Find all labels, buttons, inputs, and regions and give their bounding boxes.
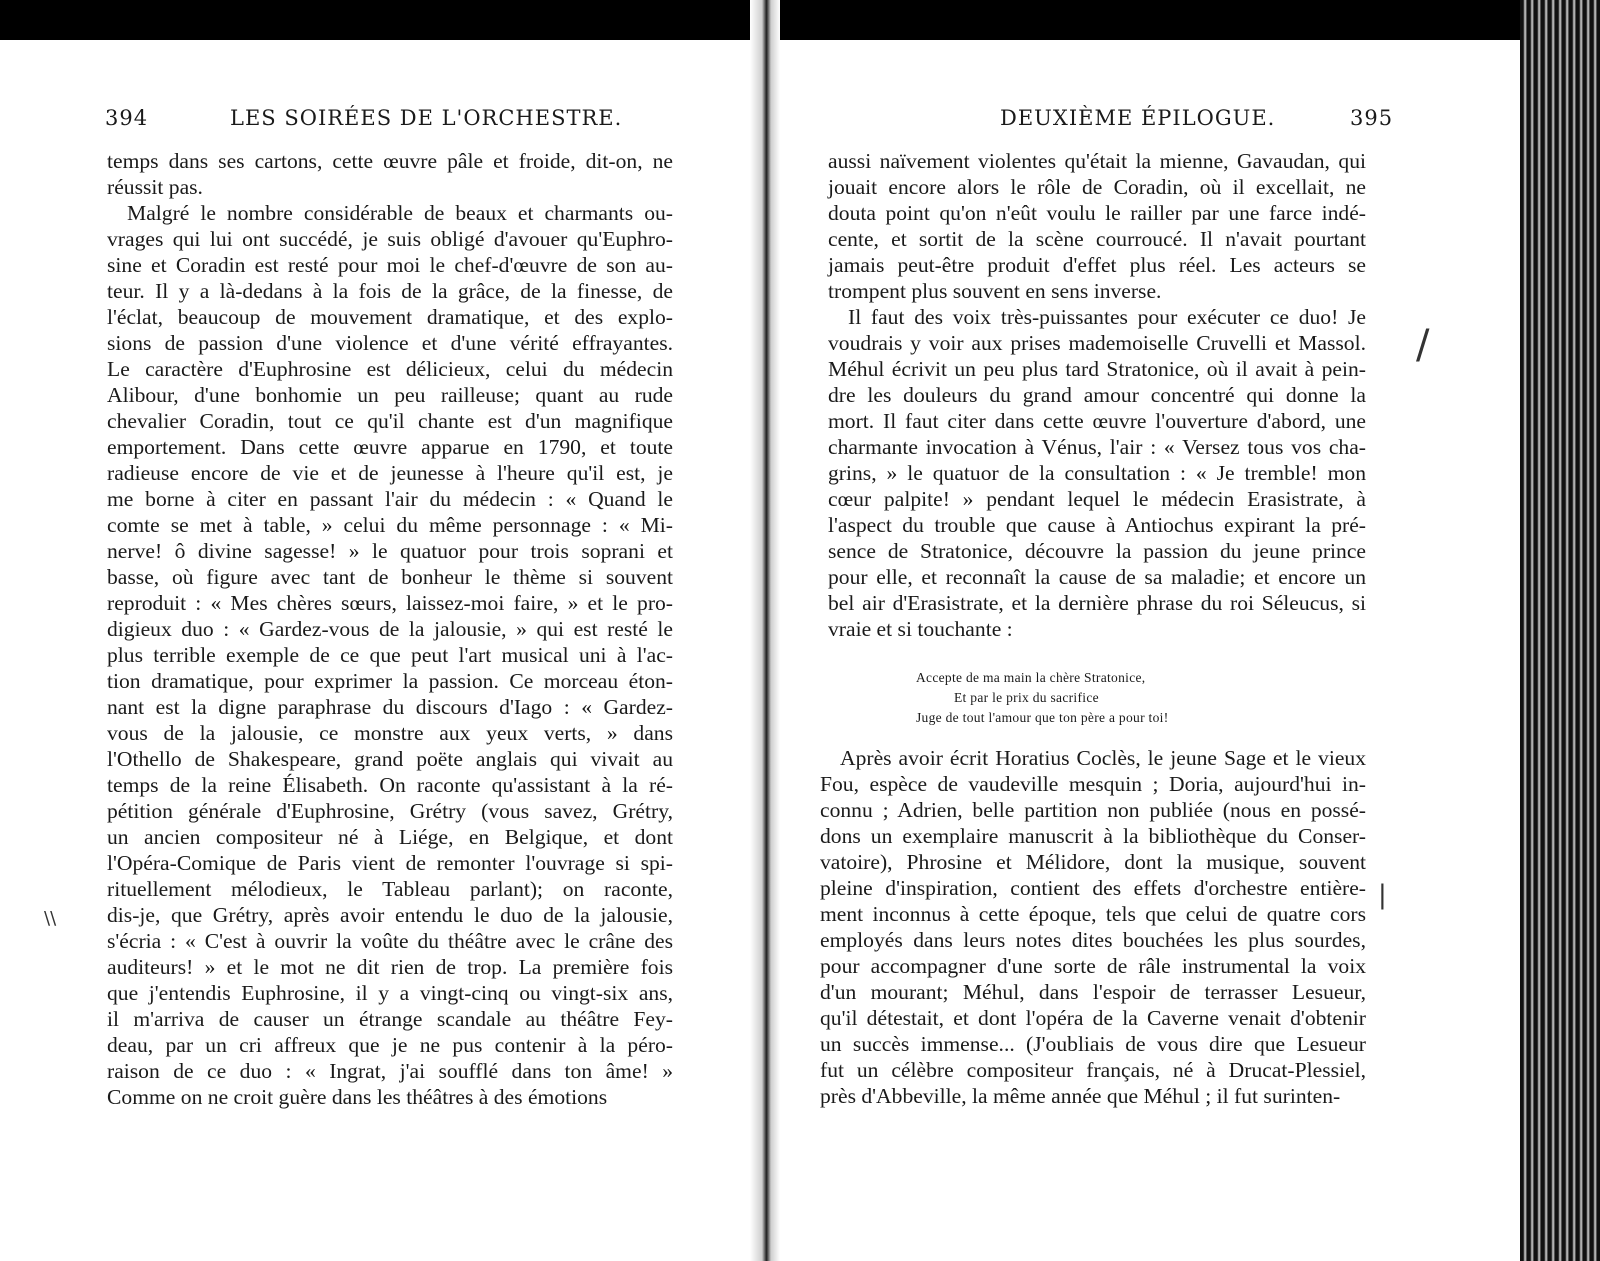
text-line: Après avoir écrit Horatius Coclès, le jeune Sage et le vieux — [840, 746, 1366, 770]
scan-top-border — [0, 0, 1600, 40]
text-line: cœur palpite! » pendant lequel le médecin Erasistrate, à — [828, 487, 1366, 511]
right-running-head — [790, 106, 1394, 136]
text-line: cente, et sortit de la scène courroucé. Il n'avait pourtant — [828, 227, 1366, 251]
text-line: pour accompagner d'une sorte de râle instrumental la voix — [820, 954, 1366, 978]
text-line: Méhul écrivit un peu plus tard Stratonice, où il avait à pein- — [828, 357, 1366, 381]
text-line: jamais peut-être produit d'effet plus réel. Les acteurs se — [828, 253, 1366, 277]
verse-line: Et par le prix du sacrifice — [954, 690, 1099, 705]
text-line: connu ; Adrien, belle partition non publiée (nous en possé- — [820, 798, 1366, 822]
text-line: sine et Coradin est resté pour moi le chef-d'œuvre de son au- — [107, 253, 673, 277]
text-line: trompent plus souvent en sens inverse. — [828, 279, 1162, 303]
text-line: aussi naïvement violentes qu'était la mienne, Gavaudan, qui — [828, 149, 1366, 173]
text-line: Alibour, d'une bonhomie un peu railleuse; quant au rude — [107, 383, 673, 407]
text-line: un succès immense... (J'oubliais de vous dire que Lesueur — [820, 1032, 1366, 1056]
text-line: nant est la digne paraphrase du discours d'Iago : « Gardez- — [107, 695, 673, 719]
text-line: temps de la reine Élisabeth. On raconte qu'assistant à la ré- — [107, 773, 673, 797]
text-line: que j'entendis Euphrosine, il y a vingt-cinq ou vingt-six ans, — [107, 981, 673, 1005]
text-line: pleine d'inspiration, contient des effets d'orchestre entière- — [820, 876, 1366, 900]
text-line: réussit pas. — [107, 175, 203, 199]
margin-annotation: \\ — [44, 908, 57, 929]
text-line: digieux duo : « Gardez-vous de la jalousie, » qui est resté le — [107, 617, 673, 641]
text-line: vrages qui lui ont succédé, je suis obligé d'avouer qu'Euphro- — [107, 227, 673, 251]
text-line: sence de Stratonice, découvre la passion du jeune prince — [828, 539, 1366, 563]
left-body-text — [107, 148, 673, 1110]
text-line: mort. Il faut citer dans cette œuvre l'ouverture d'abord, une — [828, 409, 1366, 433]
margin-check-mark: / — [1416, 322, 1430, 368]
text-line: pétition générale d'Euphrosine, Grétry (vous savez, Grétry, — [107, 799, 673, 823]
text-line: il m'arriva de causer un étrange scandale au théâtre Fey- — [107, 1007, 673, 1031]
text-line: l'aspect du trouble que cause à Antiochus expirant la pré- — [828, 513, 1366, 537]
text-line: employés dans leurs notes dites bouchées les plus sourdes, — [820, 928, 1366, 952]
text-line: un ancien compositeur né à Liége, en Belgique, et dont — [107, 825, 673, 849]
text-line: près d'Abbeville, la même année que Méhul ; il fut surinten- — [820, 1084, 1341, 1108]
text-line: d'un mourant; Méhul, dans l'espoir de terrasser Lesueur, — [820, 980, 1366, 1004]
left-page-number: 394 — [105, 106, 149, 130]
text-line: raison de ce duo : « Ingrat, j'ai soufflé dans ton âme! » — [107, 1059, 673, 1083]
right-body-text-top — [828, 148, 1366, 642]
text-line: rituellement mélodieux, le Tableau parlant); on raconte, — [107, 877, 673, 901]
text-line: Le caractère d'Euphrosine est délicieux, celui du médecin — [107, 357, 673, 381]
text-line: fut un célèbre compositeur français, né à Drucat-Plessiel, — [820, 1058, 1366, 1082]
verse-line: Juge de tout l'amour que ton père a pour toi! — [916, 710, 1169, 725]
text-line: radieuse encore de vie et de jeunesse à l'heure qu'il est, je — [107, 461, 673, 485]
text-line: bel air d'Erasistrate, et la dernière phrase du roi Séleucus, si — [828, 591, 1366, 615]
text-line: voudrais y voir aux prises mademoiselle Cruvelli et Massol. — [828, 331, 1366, 355]
text-line: comte se met à table, » celui du même personnage : « Mi- — [107, 513, 673, 537]
text-line: charmante invocation à Vénus, l'air : « Versez tous vos cha- — [828, 435, 1366, 459]
text-line: dons un exemplaire manuscrit à la bibliothèque du Conser- — [820, 824, 1366, 848]
text-line: nerve! ô divine sagesse! » le quatuor pour trois soprani et — [107, 539, 673, 563]
text-line: grins, » le quatuor de la consultation : « Je tremble! mon — [828, 461, 1366, 485]
left-running-head — [105, 106, 675, 136]
text-line: l'Othello de Shakespeare, grand poëte anglais qui vivait au — [107, 747, 673, 771]
text-line: deau, par un cri affreux que je ne pus contenir à la péro- — [107, 1033, 673, 1057]
text-line: dis-je, que Grétry, après avoir entendu le duo de la jalousie, — [107, 903, 673, 927]
left-running-title: LES SOIRÉES DE L'ORCHESTRE. — [230, 106, 623, 130]
text-line: l'éclat, beaucoup de mouvement dramatique, et des explo- — [107, 305, 673, 329]
text-line: basse, où figure avec tant de bonheur le thème si souvent — [107, 565, 673, 589]
text-line: douta point qu'on n'eût voulu le railler par une farce indé- — [828, 201, 1366, 225]
text-line: me borne à citer en passant l'air du médecin : « Quand le — [107, 487, 673, 511]
text-line: reproduit : « Mes chères sœurs, laissez-moi faire, » et le pro- — [107, 591, 673, 615]
right-body-text-bottom — [820, 745, 1366, 1109]
text-line: Comme on ne croit guère dans les théâtres à des émotions — [107, 1085, 608, 1109]
book-fore-edge — [1520, 0, 1600, 1261]
text-line: temps dans ses cartons, cette œuvre pâle et froide, dit-on, ne — [107, 149, 673, 173]
text-line: chevalier Coradin, tout ce qu'il chante est d'un magnifique — [107, 409, 673, 433]
text-line: pour elle, et reconnaît la cause de sa maladie; et encore un — [828, 565, 1366, 589]
text-line: dre les douleurs du grand amour concentré qui donne la — [828, 383, 1366, 407]
right-page — [780, 40, 1520, 1261]
text-line: emportement. Dans cette œuvre apparue en 1790, et toute — [107, 435, 673, 459]
text-line: plus terrible exemple de ce que peut l'art musical uni à l'ac- — [107, 643, 673, 667]
text-line: ment inconnus à cette époque, tels que celui de quatre cors — [820, 902, 1366, 926]
verse-line: Accepte de ma main la chère Stratonice, — [916, 670, 1146, 685]
book-gutter — [750, 0, 780, 1261]
text-line: teur. Il y a là-dedans à la fois de la grâce, de la finesse, de — [107, 279, 673, 303]
text-line: tion dramatique, pour exprimer la passion. Ce morceau éton- — [107, 669, 673, 693]
text-line: vatoire), Phrosine et Mélidore, dont la musique, souvent — [820, 850, 1366, 874]
text-line: vous de la jalousie, ce monstre aux yeux verts, » dans — [107, 721, 673, 745]
text-line: Fou, espèce de vaudeville mesquin ; Doria, aujourd'hui in- — [820, 772, 1366, 796]
text-line: Malgré le nombre considérable de beaux et charmants ou- — [127, 201, 673, 225]
left-page — [0, 40, 750, 1261]
text-line: l'Opéra-Comique de Paris vient de remonter l'ouvrage si spi- — [107, 851, 673, 875]
right-running-title: DEUXIÈME ÉPILOGUE. — [1000, 106, 1276, 130]
text-line: vraie et si touchante : — [828, 617, 1013, 641]
right-page-number: 395 — [1350, 106, 1394, 130]
text-line: Il faut des voix très-puissantes pour exécuter ce duo! Je — [848, 305, 1366, 329]
text-line: qu'il détestait, et dont l'opéra de la Caverne venait d'obtenir — [820, 1006, 1366, 1030]
text-line: auditeurs! » et le mot ne dit rien de trop. La première fois — [107, 955, 673, 979]
margin-bracket-mark: | — [1378, 880, 1387, 910]
text-line: jouait encore alors le rôle de Coradin, où il excellait, ne — [828, 175, 1366, 199]
text-line: s'écria : « C'est à ouvrir la voûte du théâtre avec le crâne des — [107, 929, 673, 953]
text-line: sions de passion d'une violence et d'une vérité effrayantes. — [107, 331, 673, 355]
verse-quotation — [916, 668, 1256, 728]
